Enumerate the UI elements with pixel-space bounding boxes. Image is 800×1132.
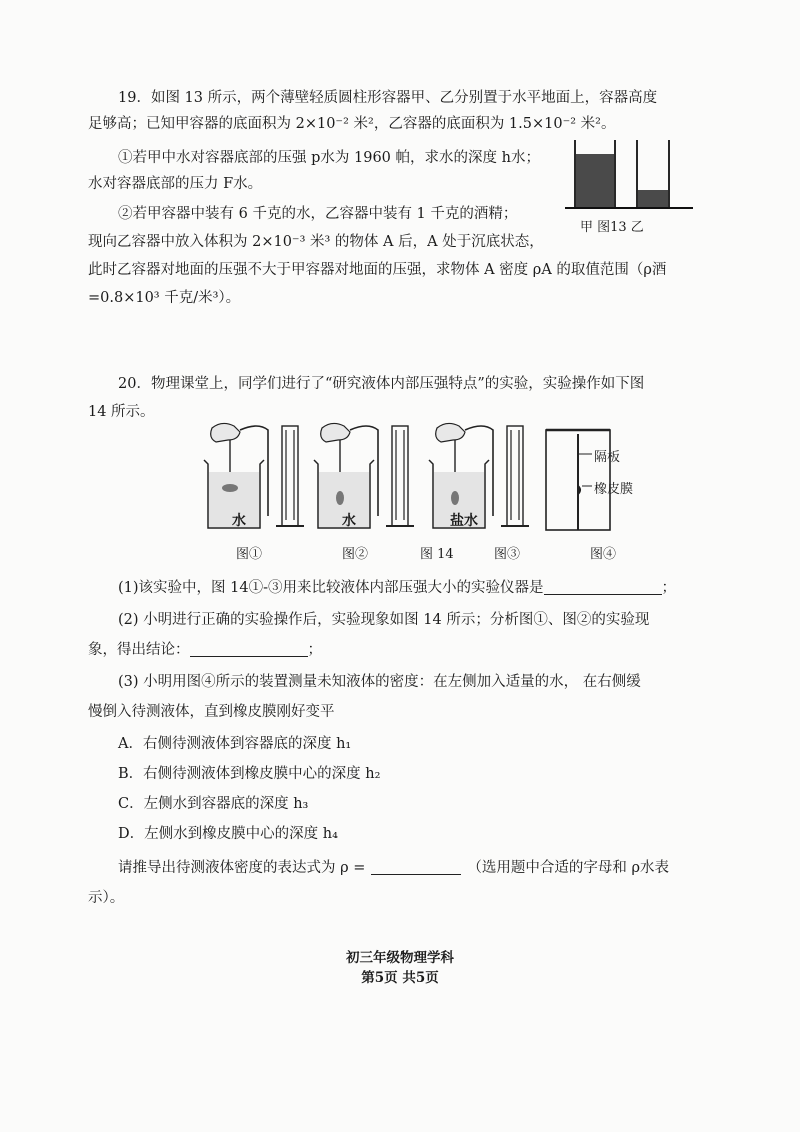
- beaker-label-2: 水: [342, 513, 356, 529]
- beaker-label-3: 盐水: [450, 513, 478, 529]
- q20-derive-b: （选用题中合适的字母和 ρ水表: [467, 860, 670, 876]
- figure-13: [565, 136, 695, 216]
- answer-blank-1[interactable]: [544, 578, 662, 595]
- option-c: C．左侧水到容器底的深度 h₃: [118, 796, 309, 812]
- q20-part3b: 慢倒入待测液体，直到橡皮膜刚好变平: [88, 704, 335, 720]
- q19-line-4: 水对容器底部的压力 F水。: [88, 176, 263, 192]
- q19-line-6: 现向乙容器中放入体积为 2×10⁻³ 米³ 的物体 A 后，A 处于沉底状态，: [88, 234, 544, 250]
- answer-blank-2[interactable]: [190, 640, 308, 657]
- q19-line-8: =0.8×10³ 千克/米³）。: [88, 290, 241, 306]
- option-d: D．左侧水到橡皮膜中心的深度 h₄: [118, 826, 338, 842]
- q19-line-1: 19．如图 13 所示，两个薄壁轻质圆柱形容器甲、乙分别置于水平地面上，容器高度: [118, 90, 658, 106]
- q20-part2-end: ；: [307, 642, 322, 658]
- q20-part2b: [88, 640, 322, 660]
- figure-14: [190, 420, 640, 538]
- q20-part2a: (2) 小明进行正确的实验操作后，实验现象如图 14 所示；分析图①、图②的实验现: [118, 612, 650, 628]
- q20-derive: [118, 858, 669, 878]
- answer-blank-3[interactable]: [371, 858, 461, 875]
- option-a: A．右侧待测液体到容器底的深度 h₁: [118, 736, 352, 752]
- q19-line-3: ①若甲中水对容器底部的压强 p水为 1960 帕，求水的深度 h水；: [118, 150, 540, 166]
- label-partition: 隔板: [594, 450, 621, 465]
- q20-part1-text: (1)该实验中，图 14①-③用来比较液体内部压强大小的实验仪器是: [118, 580, 544, 596]
- q20-derive-c: 示）。: [88, 890, 125, 906]
- q20-line-2: 14 所示。: [88, 404, 155, 420]
- caption-fig1: 图①: [236, 547, 263, 562]
- q20-part2b-text: 象，得出结论：: [88, 642, 190, 658]
- q19-line-5: ②若甲容器中装有 6 千克的水，乙容器中装有 1 千克的酒精；: [118, 206, 518, 222]
- caption-fig2: 图②: [342, 547, 369, 562]
- figure-13-caption: 甲 图13 乙: [580, 220, 644, 235]
- beaker-label-1: 水: [232, 513, 246, 529]
- q20-part1-end: ；: [661, 580, 676, 596]
- footer-subject: 初三年级物理学科: [346, 950, 454, 966]
- q20-part3a: (3) 小明用图④所示的装置测量未知液体的密度：在左侧加入适量的水， 在右侧缓: [118, 674, 641, 690]
- option-b: B．右侧待测液体到橡皮膜中心的深度 h₂: [118, 766, 381, 782]
- caption-fig3: 图③: [494, 547, 521, 562]
- q20-line-1: 20．物理课堂上，同学们进行了“研究液体内部压强特点”的实验，实验操作如下图: [118, 376, 645, 392]
- label-membrane: 橡皮膜: [594, 482, 634, 497]
- caption-fig4: 图④: [590, 547, 617, 562]
- q20-derive-a: 请推导出待测液体密度的表达式为 ρ =: [118, 860, 366, 876]
- q19-line-2: 足够高；已知甲容器的底面积为 2×10⁻² 米²，乙容器的底面积为 1.5×10⁻² 米²。: [88, 116, 616, 132]
- q20-part1: [118, 578, 676, 598]
- footer-page: 第5页 共5页: [361, 970, 439, 986]
- caption-fig14: 图 14: [420, 547, 454, 562]
- q19-line-7: 此时乙容器对地面的压强不大于甲容器对地面的压强，求物体 A 密度 ρA 的取值范围（ρ酒: [88, 262, 667, 278]
